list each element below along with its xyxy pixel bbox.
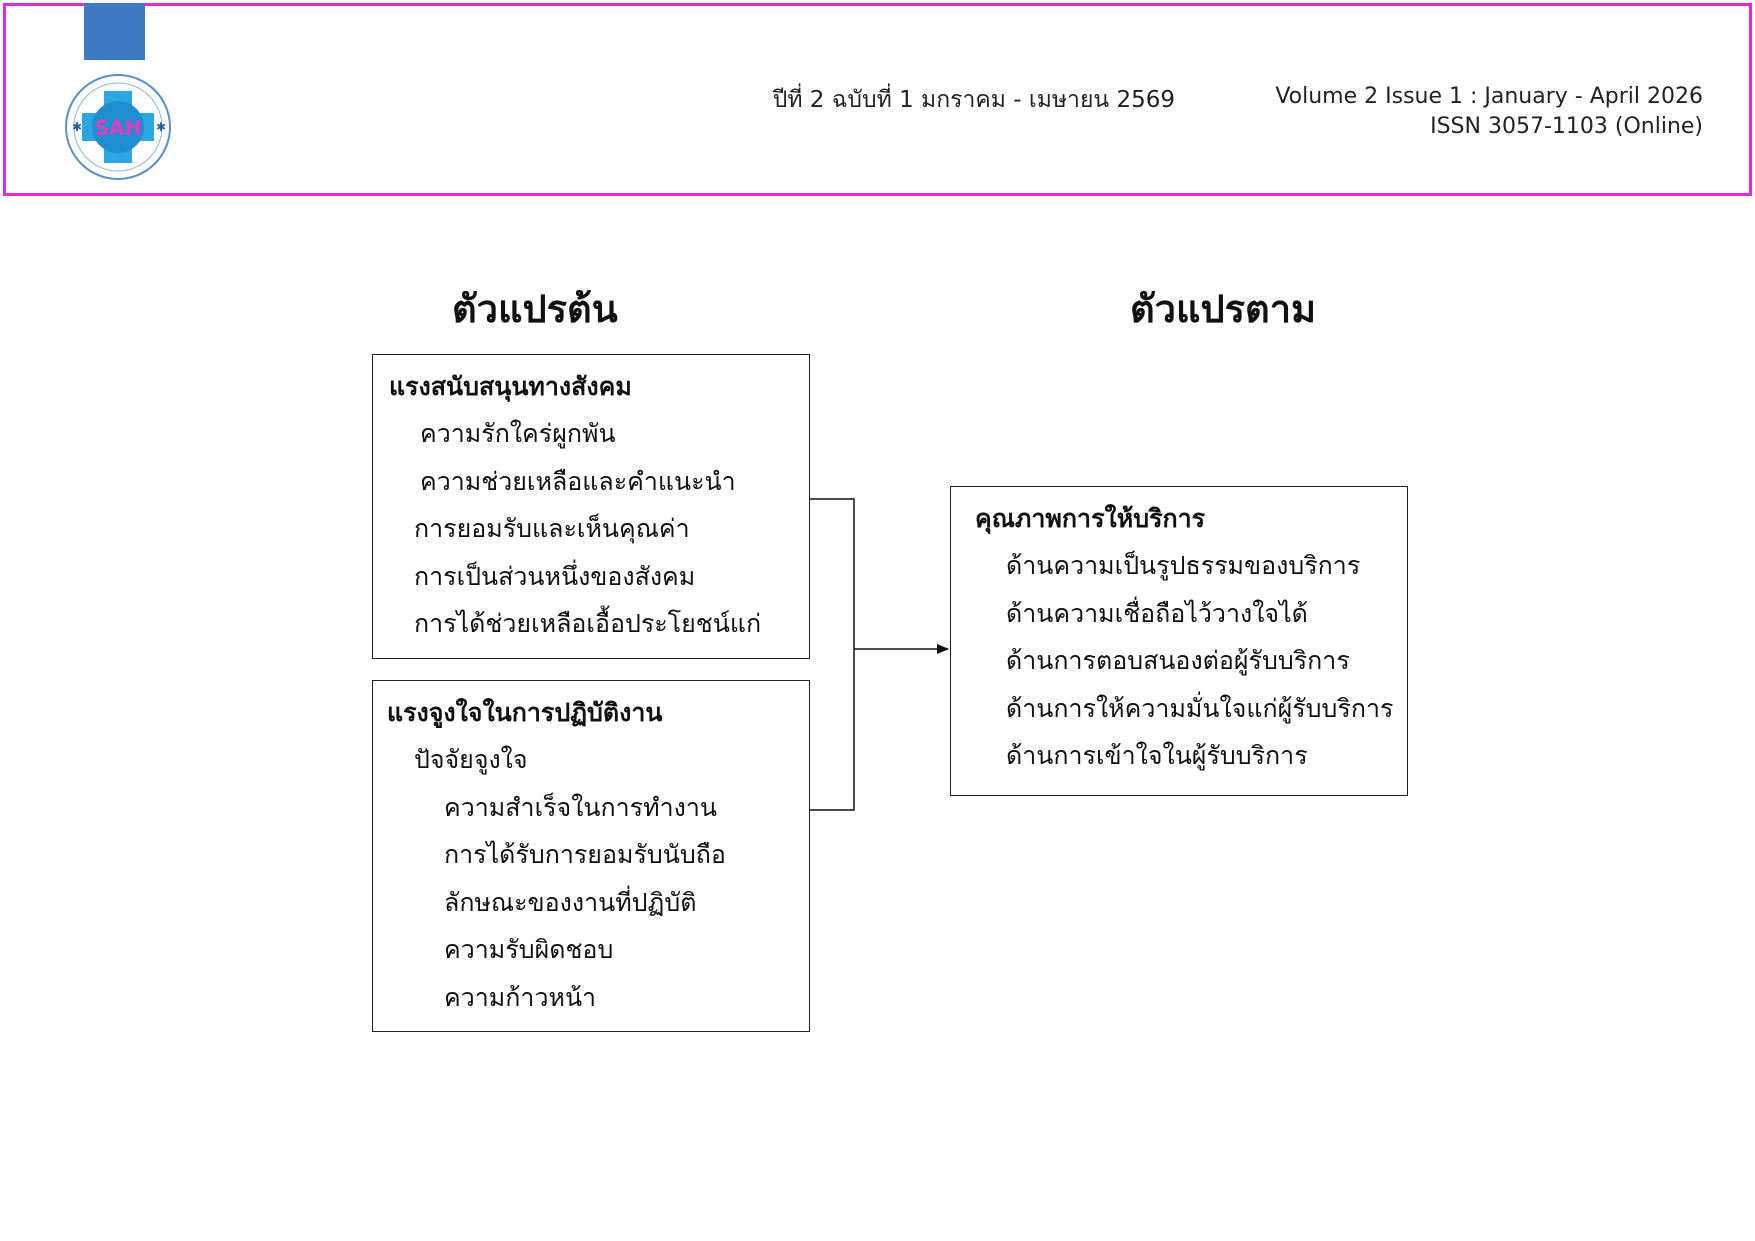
service-quality-box (950, 486, 1408, 796)
work-motivation-item: ความรับผิดชอบ (444, 935, 614, 964)
social-support-item: การยอมรับและเห็นคุณค่า (414, 514, 690, 543)
dependent-variables-heading: ตัวแปรตาม (1130, 286, 1317, 331)
service-quality-item: ด้านความเชื่อถือไว้วางใจได้ (1006, 599, 1308, 628)
bracket-connector (810, 499, 854, 810)
service-quality-item: ด้านความเป็นรูปธรรมของบริการ (1006, 551, 1361, 580)
service-quality-item: ด้านการให้ความมั่นใจแก่ผู้รับบริการ (1006, 694, 1394, 723)
work-motivation-title: แรงจูงใจในการปฏิบัติงาน (387, 698, 663, 727)
work-motivation-item: ความสำเร็จในการทำงาน (444, 793, 717, 822)
svg-text:✱: ✱ (72, 120, 83, 134)
logo-text: SAH (94, 116, 142, 140)
service-quality-title: คุณภาพการให้บริการ (975, 504, 1206, 533)
issue-english: Volume 2 Issue 1 : January - April 2026 (1275, 84, 1703, 109)
work-motivation-item: การได้รับการยอมรับนับถือ (444, 840, 726, 869)
issue-thai: ปีที่ 2 ฉบับที่ 1 มกราคม - เมษายน 2569 (772, 87, 1175, 113)
social-support-item: การได้ช่วยเหลือเอื้อประโยชน์แก่ (414, 609, 762, 638)
work-motivation-item: ความก้าวหน้า (444, 983, 597, 1012)
social-support-item: ความรักใคร่ผูกพัน (420, 419, 616, 448)
social-support-item: การเป็นส่วนหนึ่งของสังคม (414, 562, 696, 591)
social-support-title: แรงสนับสนุนทางสังคม (389, 372, 632, 401)
service-quality-item: ด้านการเข้าใจในผู้รับบริการ (1006, 741, 1308, 770)
social-support-box (372, 354, 810, 659)
social-support-item: ความช่วยเหลือและคำแนะนำ (420, 467, 736, 496)
independent-variables-heading: ตัวแปรต้น (452, 286, 618, 331)
work-motivation-item: ลักษณะของงานที่ปฏิบัติ (444, 888, 697, 917)
work-motivation-box (372, 680, 810, 1032)
service-quality-item: ด้านการตอบสนองต่อผู้รับบริการ (1006, 646, 1350, 675)
svg-text:✱: ✱ (156, 120, 167, 134)
work-motivation-subtitle: ปัจจัยจูงใจ (414, 745, 528, 774)
issn: ISSN 3057-1103 (Online) (1430, 114, 1703, 139)
